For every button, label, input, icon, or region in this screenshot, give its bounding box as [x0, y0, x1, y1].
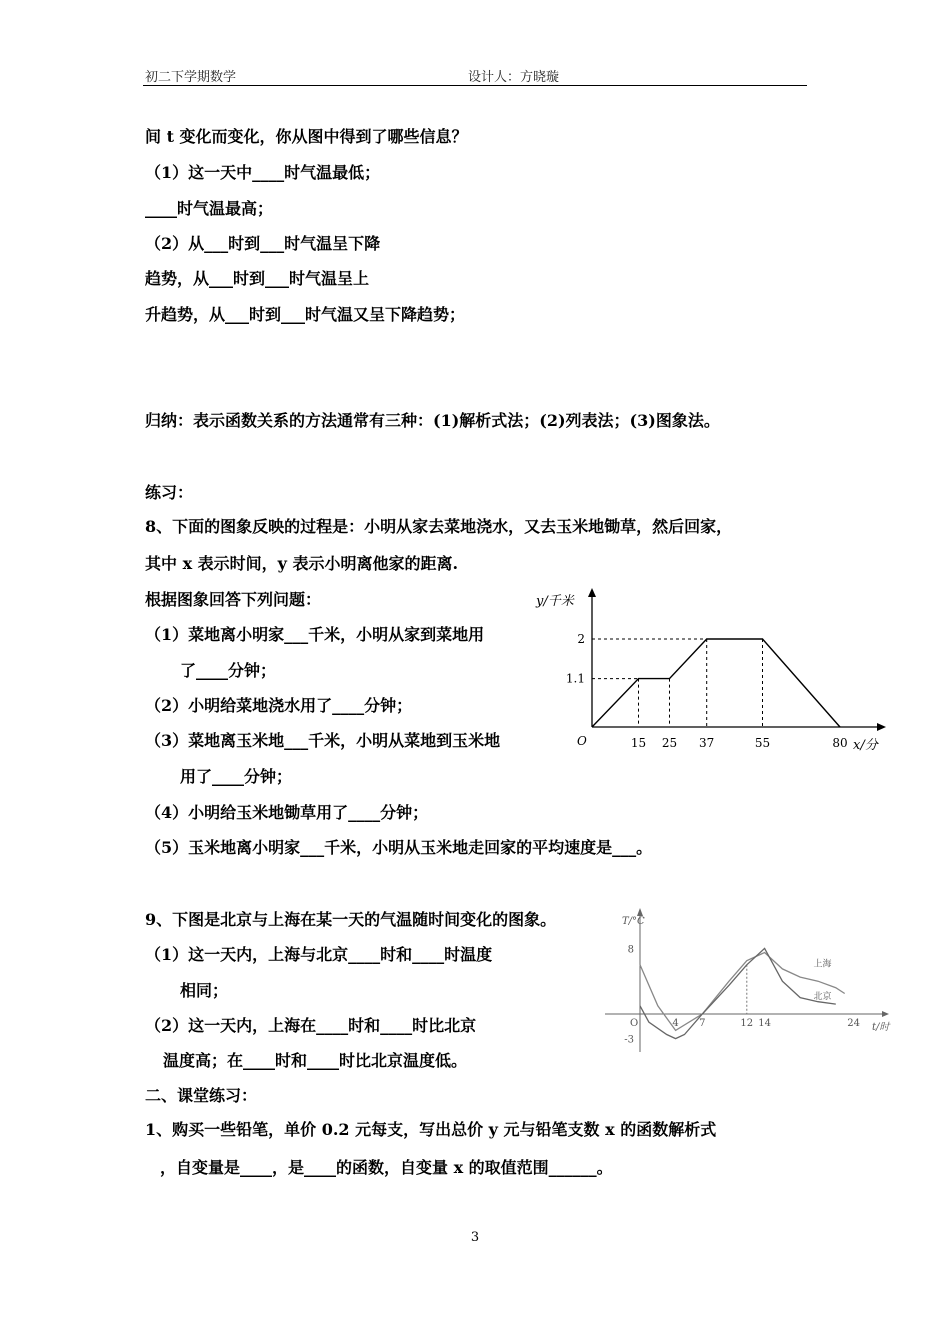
text-line: （2）从___时到___时气温呈下降 [145, 234, 381, 253]
x-tick-label: 24 [847, 1018, 860, 1029]
header-rule [143, 85, 807, 86]
y-axis-label: T/°C [622, 916, 645, 927]
text-line: （1）这一天内，上海与北京____时和____时温度 [145, 945, 493, 964]
text-line: ，自变量是____，是____的函数，自变量 x 的取值范围______。 [160, 1158, 613, 1177]
x-tick-label: 7 [699, 1018, 706, 1029]
y-tick-label: -3 [624, 1034, 634, 1046]
summary-line: 归纳：表示函数关系的方法通常有三种：(1)解析式法；(2)列表法；(3)图象法。 [145, 411, 720, 430]
origin-label: O [577, 734, 587, 748]
x-tick-label: 14 [758, 1018, 771, 1029]
text-line: （4）小明给玉米地锄草用了____分钟； [145, 803, 429, 822]
y-tick-label: 1.1 [565, 671, 585, 686]
text-line: （1）这一天中____时气温最低； [145, 163, 381, 182]
distance-series-line [592, 639, 840, 727]
text-line: （2）这一天内，上海在____时和____时比北京 [145, 1016, 477, 1035]
exercise-heading: 练习： [145, 483, 194, 502]
x-axis-arrow-icon [877, 723, 886, 731]
text-line: （5）玉米地离小明家___千米，小明从玉米地走回家的平均速度是___。 [145, 838, 653, 857]
y-axis-arrow-icon [588, 588, 596, 597]
question-1: 1、购买一些铅笔，单价 0.2 元每支，写出总价 y 元与铅笔支数 x 的函数解析式 [145, 1120, 717, 1139]
x-tick-label: 15 [630, 736, 647, 750]
legend-label: 上海 [813, 959, 832, 970]
x-tick-label: 37 [699, 736, 715, 750]
section-heading: 二、课堂练习： [145, 1086, 258, 1105]
text-line: （2）小明给菜地浇水用了____分钟； [145, 696, 413, 715]
text-line: 用了____分钟； [180, 767, 293, 786]
legend-label: 北京 [813, 992, 832, 1003]
y-tick-label: 2 [577, 632, 585, 646]
origin-label: O [630, 1018, 639, 1029]
text-line: 趋势，从___时到___时气温呈上 [145, 269, 370, 288]
text-line: 间 t 变化而变化，你从图中得到了哪些信息？ [145, 127, 468, 146]
question-9: 9、下图是北京与上海在某一天的气温随时间变化的图象。 [145, 910, 557, 929]
text-line: 其中 x 表示时间，y 表示小明离他家的距离. [145, 554, 459, 573]
x-tick-label: 12 [740, 1018, 754, 1029]
text-line: （1）菜地离小明家___千米，小明从家到菜地用 [145, 625, 485, 644]
text-line: ____时气温最高； [145, 199, 274, 218]
temperature-series-line [640, 948, 836, 1038]
distance-time-chart [536, 585, 895, 760]
text-line: 了____分钟； [180, 661, 277, 680]
text-line: 根据图象回答下列问题： [145, 590, 322, 609]
question-8: 8、下面的图象反映的过程是：小明从家去菜地浇水，又去玉米地锄草，然后回家， [145, 517, 733, 536]
text-line: 升趋势，从___时到___时气温又呈下降趋势； [145, 305, 466, 324]
header-right: 设计人：方晓璇 [468, 70, 560, 85]
temperature-chart [600, 902, 900, 1057]
page-number: 3 [470, 1230, 480, 1245]
y-tick-label: 8 [627, 944, 634, 956]
x-tick-label: 55 [754, 736, 771, 750]
x-axis-arrow-icon [882, 1011, 889, 1017]
x-tick-label: 25 [661, 736, 678, 750]
x-axis-label: t/时 [872, 1022, 890, 1033]
y-axis-arrow-icon [637, 908, 643, 916]
x-tick-label: 4 [672, 1018, 679, 1029]
text-line: 相同； [180, 981, 229, 1000]
text-line: 温度高；在____时和____时比北京温度低。 [163, 1051, 468, 1070]
x-tick-label: 80 [832, 736, 848, 750]
x-axis-label: x/分 [853, 738, 878, 753]
header-left: 初二下学期数学 [145, 70, 237, 85]
y-axis-label: y/千米 [536, 594, 574, 609]
text-line: （3）菜地离玉米地___千米，小明从菜地到玉米地 [145, 731, 501, 750]
